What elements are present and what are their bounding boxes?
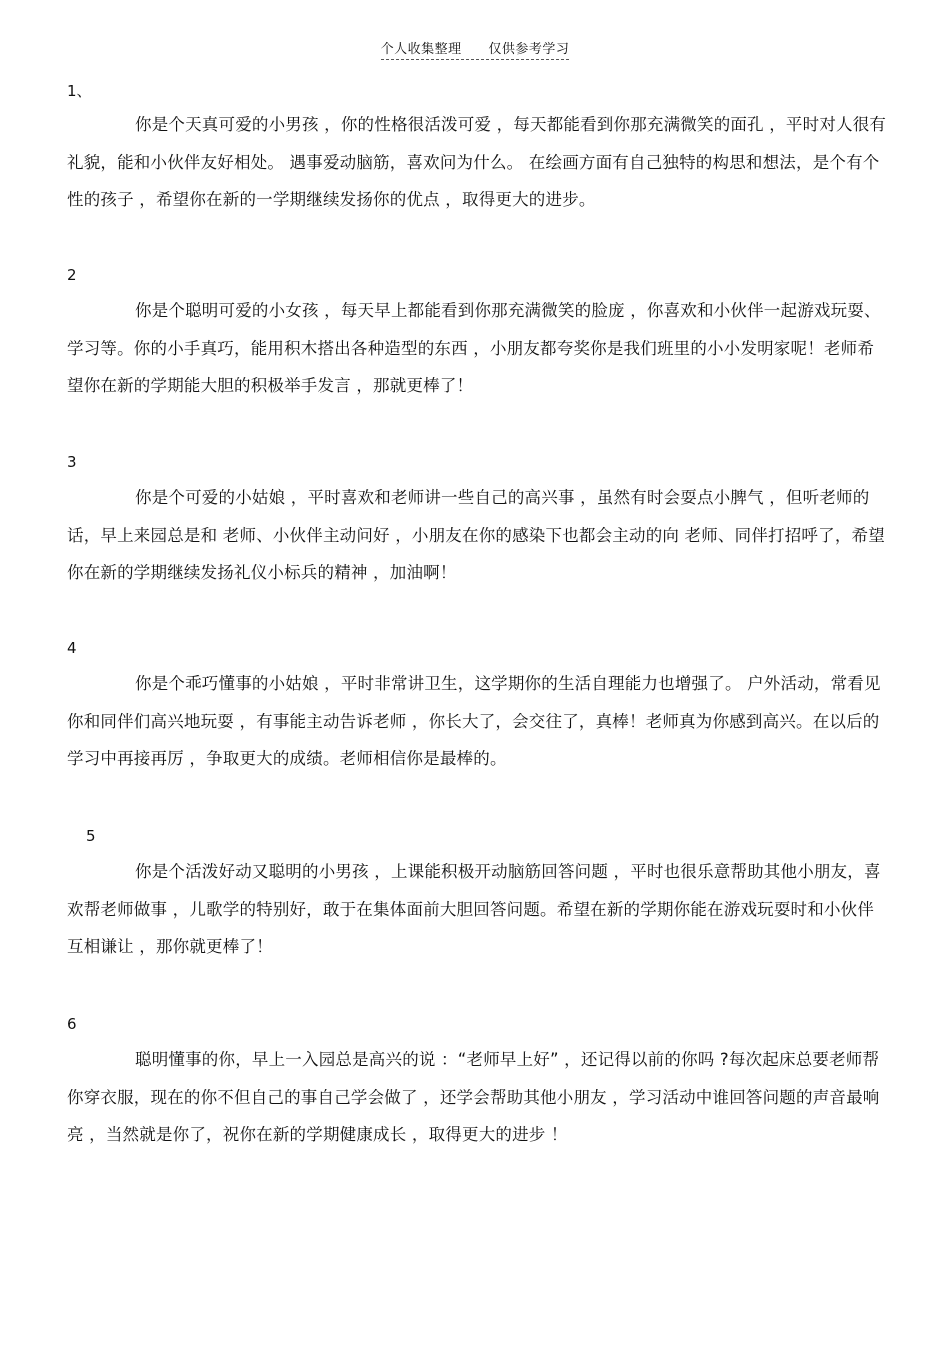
section-text: 你是个活泼好动又聪明的小男孩 ，上课能积极开动脑筋回答问题 ，平时也很乐意帮助其他小朋友，喜欢帮老师做事 ，儿歌学的特别好，敢于在集体面前大胆回答问题。希望在新的学期你能在游戏玩耍时和小伙伴互相谦让 ，那你就更棒了！ xyxy=(67,862,881,956)
header-right-text: 仅供参考学习 xyxy=(488,42,570,57)
page-header xyxy=(0,38,950,60)
header-left-text: 个人收集整理 xyxy=(380,42,462,57)
section-number: 4 xyxy=(67,639,77,657)
section-number: 1、 xyxy=(67,82,92,100)
section-text: 你是个天真可爱的小男孩 ，你的性格很活泼可爱 ，每天都能看到你那充满微笑的面孔 ，平时对人很有礼貌，能和小伙伴友好相处。 遇事爱动脑筋，喜欢问为什么。 在绘画方面有自己独特的构思和想法，是个有个性的孩子 ，希望你在新的一学期继续发扬你的优点 ，取得更大的进步。 xyxy=(67,115,887,209)
section-text: 你是个可爱的小姑娘 ，平时喜欢和老师讲一些自己的高兴事 ，虽然有时会耍点小脾气 ，但听老师的话，早上来园总是和 老师、小伙伴主动问好 ，小朋友在你的感染下也都会主动的向 老师、同伴打招呼了，希望你在新的学期继续发扬礼仪小标兵的精神 ，加油啊！ xyxy=(67,488,885,582)
section-number: 2 xyxy=(67,266,77,284)
section-text: 你是个乖巧懂事的小姑娘 ，平时非常讲卫生，这学期你的生活自理能力也增强了。 户外活动，常看见你和同伴们高兴地玩耍 ，有事能主动告诉老师 ，你长大了，会交往了，真棒！老师真为你感到高兴。在以后的学习中再接再厉 ，争取更大的成绩。老师相信你是最棒的。 xyxy=(67,674,881,768)
header-line xyxy=(381,38,570,60)
section-text: 聪明懂事的你，早上一入园总是高兴的说 ：“老师早上好” ，还记得以前的你吗 ?每次起床总要老师帮你穿衣服，现在的你不但自己的事自己学会做了 ，还学会帮助其他小朋友 ，学习活动中谁回答问题的声音最响亮 ，当然就是你了，祝你在新的学期健康成长 ，取得更大的进步 ！ xyxy=(67,1050,880,1144)
section-number: 5 xyxy=(86,827,96,845)
section-text: 你是个聪明可爱的小女孩 ，每天早上都能看到你那充满微笑的脸庞 ，你喜欢和小伙伴一起游戏玩耍、学习等。你的小手真巧，能用积木搭出各种造型的东西 ，小朋友都夸奖你是我们班里的小小发明家呢！老师希望你在新的学期能大胆的积极举手发言 ，那就更棒了！ xyxy=(67,301,881,395)
section-number: 3 xyxy=(67,453,77,471)
section-number: 6 xyxy=(67,1015,77,1033)
